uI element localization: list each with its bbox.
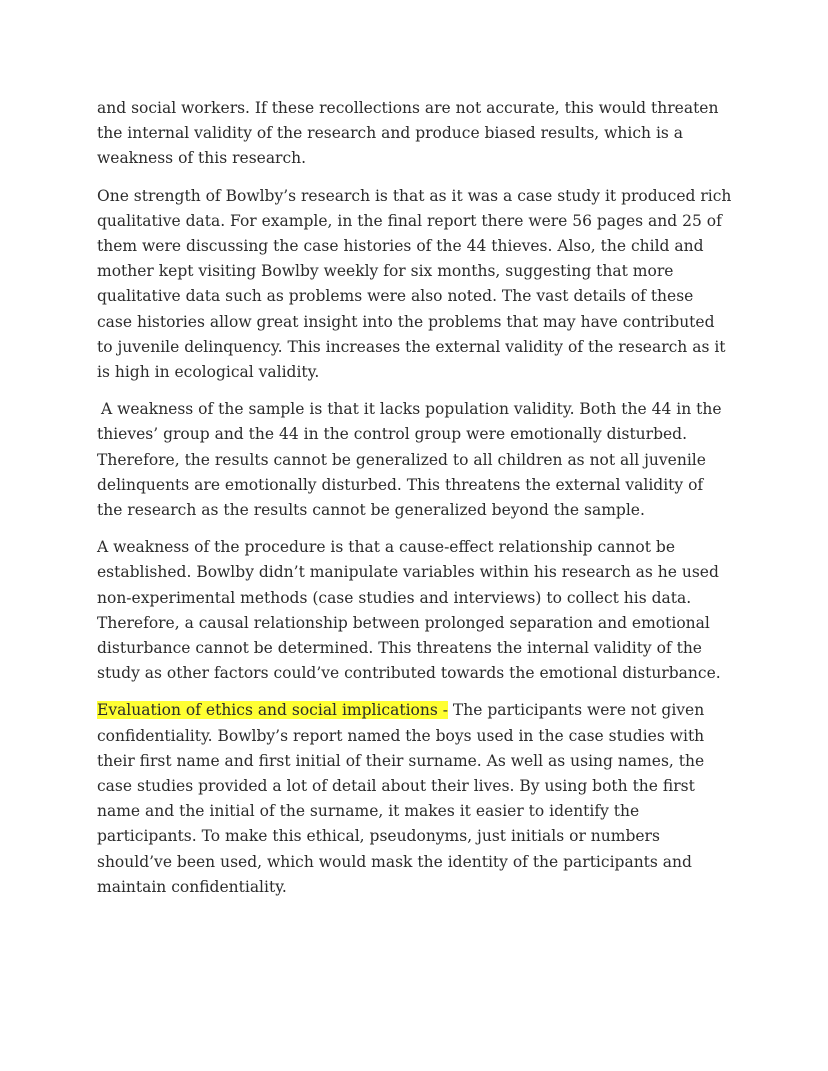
paragraph-limitations-recollection [97, 96, 733, 172]
paragraph-strength-qualitative [97, 184, 733, 386]
paragraph-weakness-sample [97, 397, 733, 523]
paragraph-text: A weakness of the sample is that it lacks population validity. Both the 44 in the thieves’ group and the 44 in the control group were emotionally disturbed. Therefore, the results cannot be generalized to all children as not all juvenile delinquents are emotionally disturbed. This threatens the external validity of the research as the results cannot be generalized beyond the sample. [97, 400, 722, 520]
paragraph-weakness-procedure [97, 535, 733, 686]
paragraph-text: The participants were not given confidentiality. Bowlby’s report named the boys used in the case studies with their first name and first initial of their surname. As well as using names, the case studies provided a lot of detail about their lives. By using both the first name and the initial of the surname, it makes it easier to identify the participants. To make this ethical, pseudonyms, just initials or numbers should’ve been used, which would mask the identity of the participants and maintain confidentiality. [97, 701, 705, 896]
highlighted-heading: Evaluation of ethics and social implications - [97, 701, 448, 720]
paragraph-text: and social workers. If these recollections are not accurate, this would threaten the internal validity of the research and produce biased results, which is a weakness of this research. [97, 99, 719, 168]
paragraph-ethics-evaluation [97, 698, 733, 900]
paragraph-text: A weakness of the procedure is that a cause-effect relationship cannot be established. Bowlby didn’t manipulate variables within his research as he used non-experimental methods (case studies and interviews) to collect his data. Therefore, a causal relationship between prolonged separation and emotional disturbance cannot be determined. This threatens the internal validity of the study as other factors could’ve contributed towards the emotional disturbance. [97, 538, 721, 683]
paragraph-text: One strength of Bowlby’s research is that as it was a case study it produced rich qualitative data. For example, in the final report there were 56 pages and 25 of them were discussing the case histories of the 44 thieves. Also, the child and mother kept visiting Bowlby weekly for six months, suggesting that more qualitative data such as problems were also noted. The vast details of these case histories allow great insight into the problems that may have contributed to juvenile delinquency. This increases the external validity of the research as it is high in ecological validity. [97, 186, 732, 382]
document-body [97, 96, 733, 912]
